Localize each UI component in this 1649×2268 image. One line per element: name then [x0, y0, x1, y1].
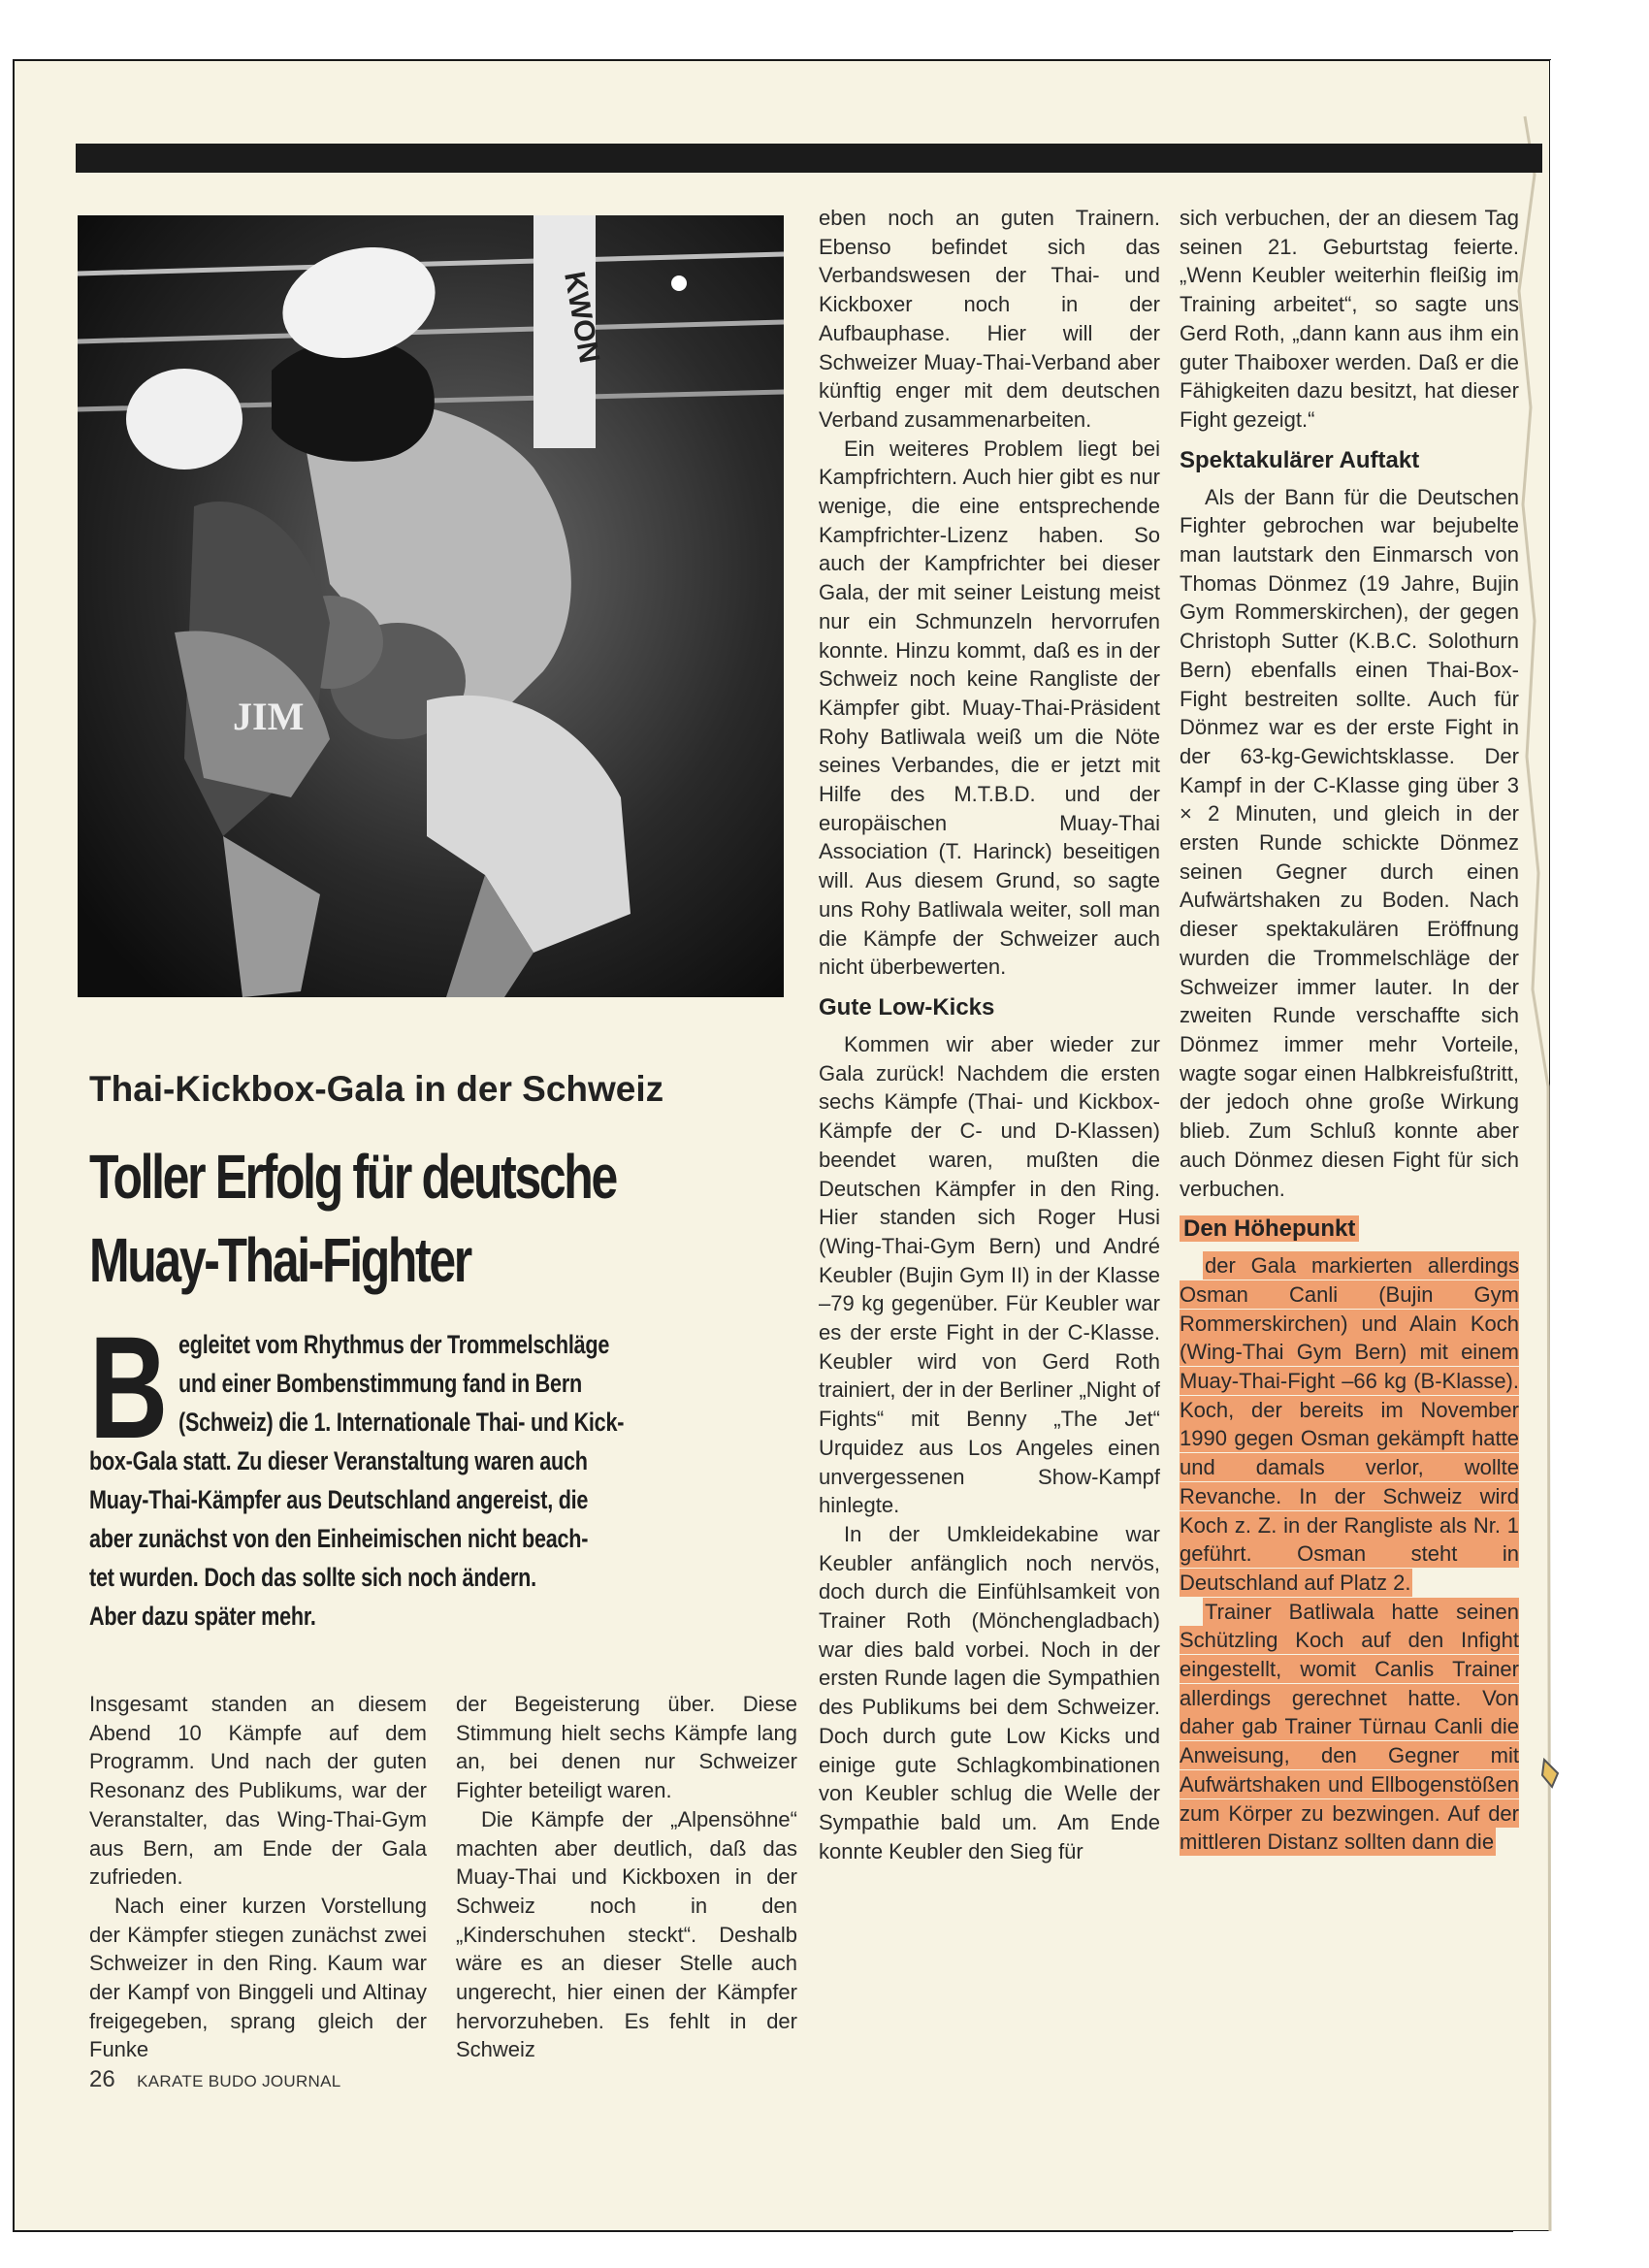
journal-name: KARATE BUDO JOURNAL [137, 2072, 341, 2090]
boxing-photo [78, 215, 784, 997]
highlight-marker: der Gala markierten allerdings Osman Canli (Bujin Gym Rommerskirchen) und Alain Koch (Wing-Thai Gym Bern) mit einem Muay-Thai-Fight –66 kg (B-Klasse). Koch, der bereits im November 1990 gegen Osman gekämpft hatte und damals verlor, wollte Revanche. In der Schweiz wird Koch z. Z. in der Rangliste als Nr. 1 geführt. Osman steht in Deutschland auf Platz 2. [1180, 1253, 1519, 1595]
paragraph: sich verbuchen, der an diesem Tag seinen 21. Geburtstag feierte. „Wenn Keubler weiterhin fleißig im Training arbeitet“, so sagte uns Gerd Roth, „dann kann aus ihm ein guter Thaiboxer werden. Daß er die Fähigkeiten dazu besitzt, hat dieser Fight gezeigt.“ [1180, 206, 1519, 432]
article-headline [89, 1135, 634, 1302]
corner-post-text: KWON [558, 269, 606, 366]
paper-clip-mark-icon [1538, 1756, 1564, 1795]
subheading-spektakulaerer-auftakt: Spektakulärer Auftakt [1180, 446, 1420, 473]
body-column-2 [456, 1690, 797, 2064]
highlight-marker: Trainer Batliwala hatte seinen Schützling Koch auf den Infight eingestellt, womit Canlis Trainer allerdings gerechnet hatte. Von daher gab Trainer Türnau Canli die Anweisung, den Gegner mit Aufwärtshaken und Ellbogenstößen zum Körper zu bezwingen. Auf der mittleren Distanz sollten dann die [1180, 1599, 1519, 1855]
headline-line-2: Muay-Thai-Fighter [89, 1225, 470, 1295]
lead-line: (Schweiz) die 1. Internationale Thai- und Kick- [178, 1408, 625, 1437]
body-column-3 [819, 204, 1160, 1865]
paragraph: der Begeisterung über. Diese Stimmung hielt sechs Kämpfe lang an, bei denen nur Schweizer Fighter beteiligt waren. [456, 1692, 797, 1803]
body-column-1 [89, 1690, 427, 2064]
paragraph: Kommen wir aber wieder zur Gala zurück! Nachdem die ersten sechs Kämpfe (Thai- und Kickbox-Kämpfe der C- und D-Klassen) beendet waren, mußten die Deutschen Kämpfer in den Ring. Hier standen sich Roger Husi (Wing-Thai-Gym Bern) und André Keubler (Bujin Gym II) in der Klasse –79 kg gegenüber. Für Keubler war es der erste Fight in der C-Klasse. Keubler wird von Gerd Roth trainiert, der in der Berliner „Night of Fights“ mit Benny „The Jet“ Urquidez aus Los Angeles einen unvergessenen Show-Kampf hinlegte. [819, 1031, 1160, 1518]
paragraph: Insgesamt standen an diesem Abend 10 Kämpfe auf dem Programm. Und nach der guten Resonanz des Publikums, war der Veranstalter, das Wing-Thai-Gym aus Bern, am Ende der Gala zufrieden. [89, 1692, 427, 1890]
shorts-text: JIM [233, 695, 305, 738]
lead-line: Aber dazu später mehr. [89, 1602, 316, 1631]
header-rule-bar [76, 144, 1542, 173]
paragraph: eben noch an guten Trainern. Ebenso befindet sich das Verbandswesen der Thai- und Kickboxer noch in der Aufbauphase. Hier will der Schweizer Muay-Thai-Verband aber künftig enger mit dem deutschen Verband zusammenarbeiten. [819, 206, 1160, 432]
page-number: 26 [89, 2066, 115, 2092]
paragraph: Die Kämpfe der „Alpensöhne“ machten aber deutlich, daß das Muay-Thai und Kickboxen in der Schweiz noch in den „Kinderschuhen steckt“. Deshalb wäre es an dieser Stelle auch ungerecht, hier einen der Kämpfer hervorzuheben. Es fehlt in der Schweiz [456, 1806, 797, 2062]
lead-line: aber zunächst von den Einheimischen nicht beach- [89, 1524, 589, 1553]
paragraph: Nach einer kurzen Vorstellung der Kämpfer stiegen zunächst zwei Schweizer in den Ring. Kaum war der Kampf von Binggeli und Altinay freigegeben, sprang gleich der Funke [89, 1893, 427, 2062]
article-kicker: Thai-Kickbox-Gala in der Schweiz [89, 1069, 664, 1109]
highlighted-paragraph [1180, 1251, 1519, 1597]
lead-line: egleitet vom Rhythmus der Trommelschläge [178, 1330, 610, 1359]
subheading-den-hoehepunkt [1180, 1215, 1519, 1244]
lead-line: Muay-Thai-Kämpfer aus Deutschland angereist, die [89, 1485, 589, 1514]
drop-cap: B [89, 1306, 169, 1469]
lead-line: box-Gala statt. Zu dieser Veranstaltung waren auch [89, 1446, 588, 1475]
highlighted-heading: Den Höhepunkt [1180, 1215, 1359, 1242]
paragraph: In der Umkleidekabine war Keubler anfänglich noch nervös, doch durch die Einfühlsamkeit von Trainer Roth (Mönchengladbach) war dies bald vorbei. Noch in der ersten Runde lagen die Sympathien des Publikums bei dem Schweizer. Doch durch gute Low Kicks und einige gute Schlagkombinationen von Keubler schlug die Welle der Sympathie bald um. Am Ende konnte Keubler den Sieg für [819, 1521, 1160, 1863]
body-column-4 [1180, 204, 1519, 1857]
paragraph: Ein weiteres Problem liegt bei Kampfrichtern. Auch hier gibt es nur wenige, die eine entsprechende Kampfrichter-Lizenz haben. So auch der Kampfrichter bei dieser Gala, der mit seiner Leistung meist nur ein Schmunzeln hervorrufen konnte. Hinzu kommt, daß es in der Schweiz noch keine Rangliste der Kämpfer gibt. Muay-Thai-Präsident Rohy Batliwala weiß um die Nöte seines Verbandes, die er jetzt mit Hilfe des M.T.B.D. und der europäischen Muay-Thai Association (T. Harinck) beseitigen will. Aus diesem Grund, so sagte uns Rohy Batliwala weiter, soll man die Kämpfe der Schweizer auch nicht überbewerten. [819, 436, 1160, 980]
lead-line: und einer Bombenstimmung fand in Bern [178, 1369, 582, 1398]
paragraph: Als der Bann für die Deutschen Fighter gebrochen war bejubelte man lautstark den Einmarsch von Thomas Dönmez (19 Jahre, Bujin Gym Rommerskirchen), der gegen Christoph Sutter (K.B.C. Solothurn Bern) ebenfalls einen Thai-Box-Fight bestreiten sollte. Auch für Dönmez war es der erste Fight in der 63-kg-Gewichtsklasse. Der Kampf in der C-Klasse ging über 3 × 2 Minuten, und gleich in der ersten Runde schickte Dönmez seinen Gegner durch einen Aufwärtshaken zu Boden. Nach dieser spektakulären Eröffnung wurden die Trommelschläge der Schweizer immer lauter. In der zweiten Runde verschaffte sich Dönmez immer mehr Vorteile, wagte sogar einen Halbkreisfußtritt, der jedoch ohne große Wirkung blieb. Zum Schluß konnte aber auch Dönmez diesen Fight für sich verbuchen. [1180, 484, 1519, 1201]
headline-line-1: Toller Erfolg für deutsche [89, 1142, 616, 1212]
subheading-gute-low-kicks: Gute Low-Kicks [819, 993, 995, 1021]
lead-line: tet wurden. Doch das sollte sich noch ändern. [89, 1563, 536, 1592]
page-footer [89, 2066, 341, 2093]
highlighted-paragraph [1180, 1598, 1519, 1857]
